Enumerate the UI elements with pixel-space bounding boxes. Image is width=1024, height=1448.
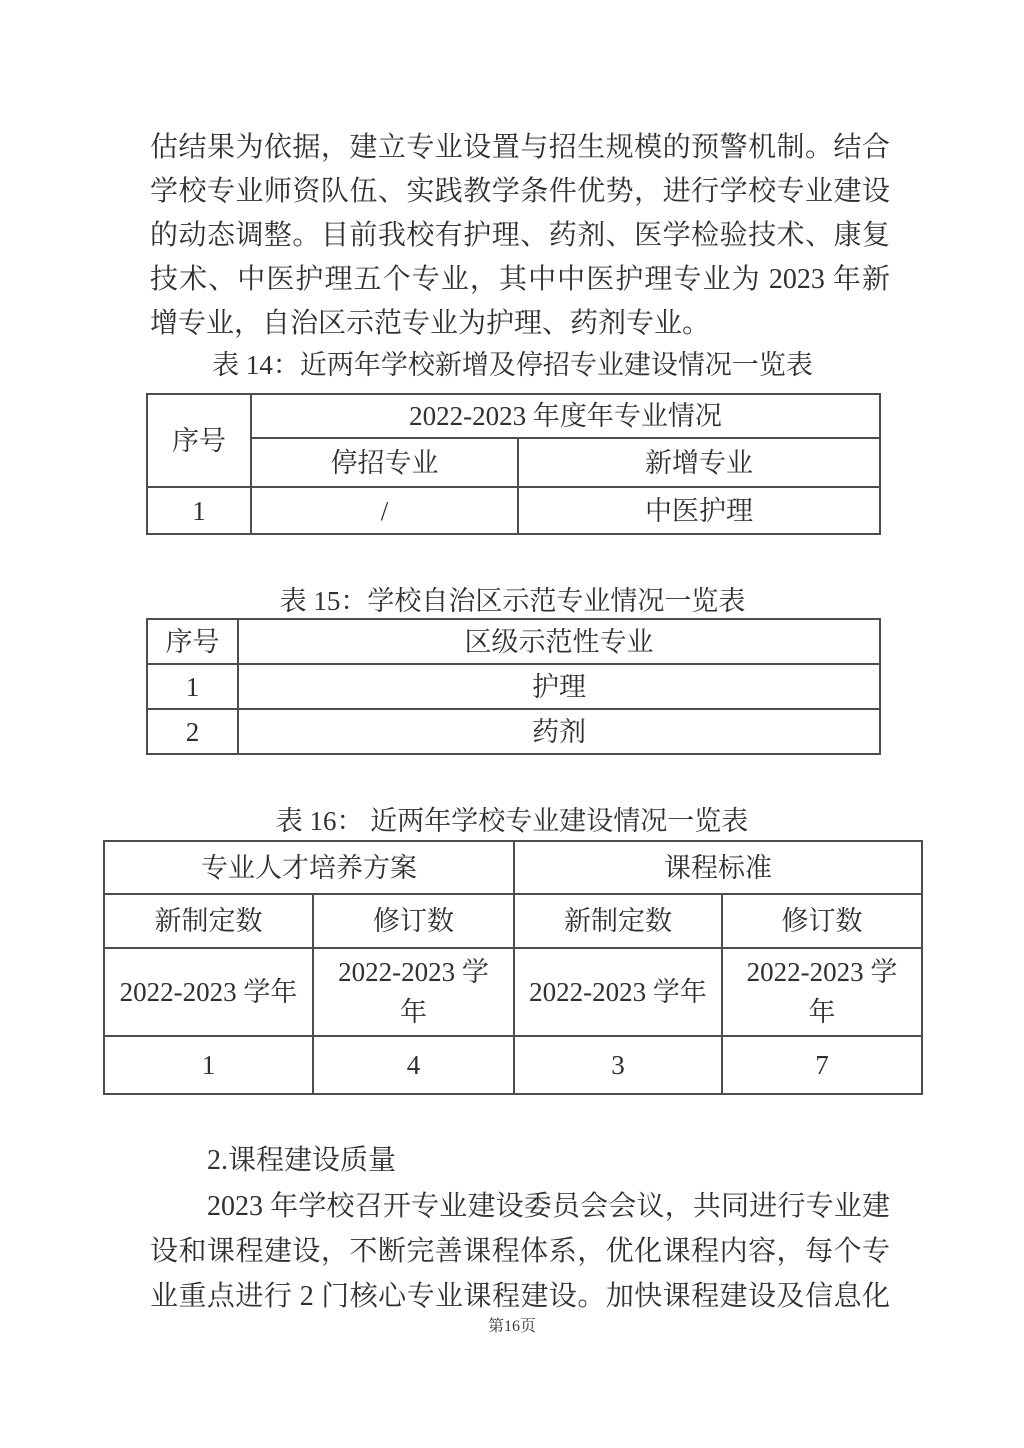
table14-subheader-stopped: 停招专业: [251, 438, 518, 487]
table-header-row: [147, 619, 880, 664]
year-label: 2022-2023 学年: [746, 957, 898, 1027]
table-cell: 4: [313, 1036, 514, 1094]
table-cell: [514, 948, 722, 1036]
paragraph-line: 增专业，自治区示范专业为护理、药剂专业。: [150, 308, 711, 339]
paragraph-1: [150, 126, 890, 346]
table-cell: 药剂: [238, 709, 880, 754]
table15-demonstration-majors: [146, 618, 881, 755]
paragraph-line: 设和课程建设，不断完善课程体系，优化课程内容，每个专: [150, 1236, 890, 1267]
section2-heading-block: [150, 1139, 890, 1183]
table16-group-training-plan: 专业人才培养方案: [104, 841, 514, 894]
table-year-row: [104, 948, 922, 1036]
table-cell: 修订数: [313, 894, 514, 948]
table-cell: 1: [104, 1036, 313, 1094]
year-label: 2022-2023 学年: [338, 957, 489, 1027]
table15-caption: 表 15：学校自治区示范专业情况一览表: [279, 586, 746, 616]
table14-seq-header-cell: 序号: [147, 394, 251, 487]
year-label: 2022-2023 学年: [529, 977, 707, 1007]
table16-caption: 表 16： 近两年学校专业建设情况一览表: [275, 806, 749, 836]
table14-caption: 表 14：近两年学校新增及停招专业建设情况一览表: [212, 350, 813, 380]
table-cell: 7: [722, 1036, 922, 1094]
table-cell: 中医护理: [518, 487, 880, 534]
table-subheader-row: [104, 894, 922, 948]
table14-subheader-added: 新增专业: [518, 438, 880, 487]
section2-heading: 2.课程建设质量: [207, 1145, 397, 1176]
table-cell: 3: [514, 1036, 722, 1094]
table-cell: 护理: [238, 664, 880, 709]
table-cell: 2: [147, 709, 238, 754]
table-cell: /: [251, 487, 518, 534]
paragraph-line: 估结果为依据，建立专业设置与招生规模的预警机制。结合: [150, 132, 890, 163]
page-number: 第16页: [487, 1318, 536, 1335]
table-cell: [313, 948, 514, 1036]
table-cell: 新制定数: [104, 894, 313, 948]
table-row: [147, 664, 880, 709]
paragraph-line: 技术、中医护理五个专业，其中中医护理专业为 2023 年新: [150, 264, 890, 295]
table-cell: 新制定数: [514, 894, 722, 948]
table-cell: 1: [147, 664, 238, 709]
table14-new-and-stopped-majors: [146, 393, 881, 535]
table-cell: 1: [147, 487, 251, 534]
table16-major-construction: [103, 840, 923, 1095]
table-group-header-row: [104, 841, 922, 894]
paragraph-line: 业重点进行 2 门核心专业课程建设。加快课程建设及信息化: [150, 1281, 890, 1312]
paragraph-line: 的动态调整。目前我校有护理、药剂、医学检验技术、康复: [150, 220, 890, 251]
paragraph-line: 2023 年学校召开专业建设委员会会议，共同进行专业建: [207, 1191, 890, 1222]
table14-year-header-cell: 2022-2023 年度年专业情况: [251, 394, 880, 438]
paragraph-2: [150, 1184, 890, 1319]
table-cell: 修订数: [722, 894, 922, 948]
table-cell: [104, 948, 313, 1036]
table-row: [147, 709, 880, 754]
paragraph-line: 学校专业师资队伍、实践教学条件优势，进行学校专业建设: [150, 176, 890, 207]
table16-group-course-standard: 课程标准: [514, 841, 922, 894]
table-cell: [722, 948, 922, 1036]
table15-major-header-cell: 区级示范性专业: [238, 619, 880, 664]
year-label: 2022-2023 学年: [119, 977, 298, 1007]
table15-seq-header-cell: 序号: [147, 619, 238, 664]
table-row: [147, 487, 880, 534]
table-value-row: [104, 1036, 922, 1094]
